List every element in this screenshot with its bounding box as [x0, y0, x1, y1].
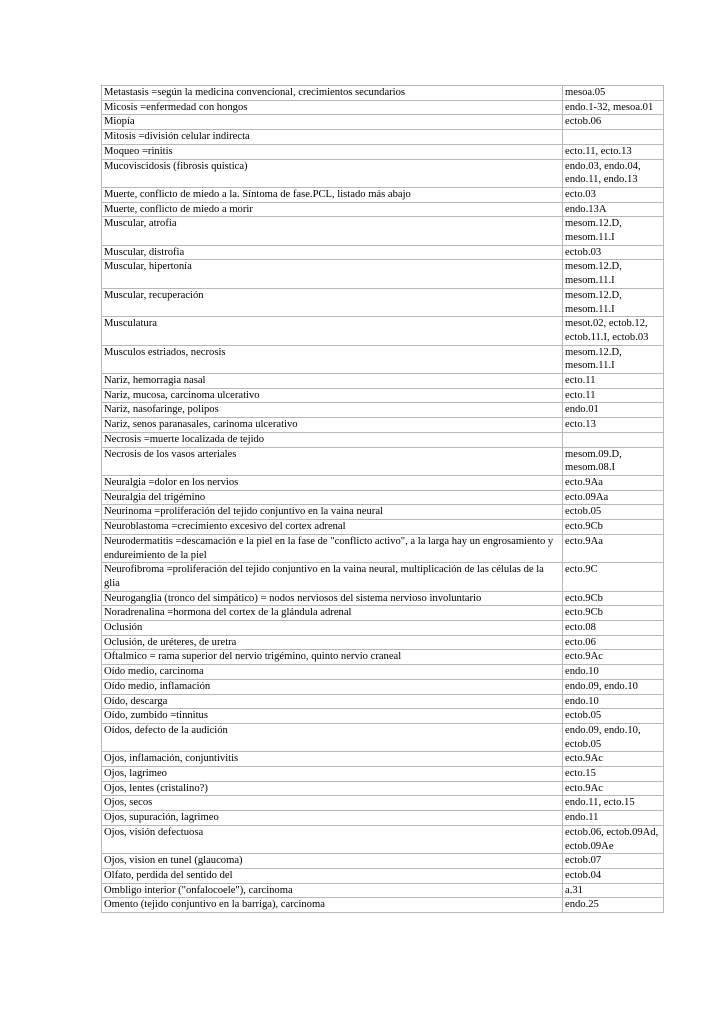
code-cell: endo.10 — [563, 694, 664, 709]
glossary-table — [101, 85, 664, 913]
code-cell: ectob.07 — [563, 854, 664, 869]
term-cell: Oído medio, carcinoma — [102, 665, 563, 680]
table-row — [102, 144, 664, 159]
term-cell: Oído medio, inflamación — [102, 679, 563, 694]
table-row — [102, 374, 664, 389]
term-cell: Muscular, hipertonía — [102, 260, 563, 288]
term-cell: Neuroblastoma =crecimiento excesivo del cortex adrenal — [102, 520, 563, 535]
code-cell: ecto.11 — [563, 374, 664, 389]
table-row — [102, 345, 664, 373]
table-row — [102, 723, 664, 751]
table-row — [102, 100, 664, 115]
term-cell: Ojos, inflamación, conjuntivitis — [102, 752, 563, 767]
table-row — [102, 86, 664, 101]
term-cell: Nariz, senos paranasales, carinoma ulcerativo — [102, 418, 563, 433]
code-cell: ecto.06 — [563, 635, 664, 650]
term-cell: Ojos, secos — [102, 796, 563, 811]
table-row — [102, 202, 664, 217]
code-cell: mesom.12.D, mesom.11.I — [563, 345, 664, 373]
code-cell — [563, 432, 664, 447]
code-cell: ecto.9Cb — [563, 606, 664, 621]
code-cell: endo.25 — [563, 898, 664, 913]
table-row — [102, 796, 664, 811]
term-cell: Ojos, lentes (cristalino?) — [102, 781, 563, 796]
code-cell: ectob.06 — [563, 115, 664, 130]
term-cell: Oftalmico = rama superior del nervio trigémino, quinto nervio craneal — [102, 650, 563, 665]
code-cell: endo.11 — [563, 811, 664, 826]
code-cell: endo.10 — [563, 665, 664, 680]
term-cell: Mitosis =división celular indirecta — [102, 130, 563, 145]
code-cell: ectob.05 — [563, 709, 664, 724]
term-cell: Mucoviscidosis (fibrosis quística) — [102, 159, 563, 187]
table-row — [102, 388, 664, 403]
term-cell: Necrosis de los vasos arteriales — [102, 447, 563, 475]
table-row — [102, 694, 664, 709]
table-row — [102, 288, 664, 316]
term-cell: Omento (tejido conjuntivo en la barriga), carcinoma — [102, 898, 563, 913]
term-cell: Muscular, distrofia — [102, 245, 563, 260]
code-cell: ecto.03 — [563, 187, 664, 202]
code-cell: mesom.12.D, mesom.11.I — [563, 288, 664, 316]
code-cell: endo.11, ecto.15 — [563, 796, 664, 811]
term-cell: Moqueo =rinitis — [102, 144, 563, 159]
term-cell: Muerte, conflicto de miedo a la. Síntoma de fase.PCL, listado más abajo — [102, 187, 563, 202]
term-cell: Neuroganglia (tronco del simpático) = nodos nerviosos del sistema nervioso involuntario — [102, 591, 563, 606]
term-cell: Neuralgia del trigémino — [102, 490, 563, 505]
term-cell: Oclusión — [102, 621, 563, 636]
table-row — [102, 159, 664, 187]
code-cell: ecto.15 — [563, 767, 664, 782]
term-cell: Neuralgia =dolor en los nervios — [102, 475, 563, 490]
table-row — [102, 709, 664, 724]
table-row — [102, 868, 664, 883]
table-row — [102, 260, 664, 288]
table-row — [102, 665, 664, 680]
code-cell: ecto.11, ecto.13 — [563, 144, 664, 159]
table-row — [102, 475, 664, 490]
term-cell: Oído, descarga — [102, 694, 563, 709]
code-cell: endo.09, endo.10, ectob.05 — [563, 723, 664, 751]
term-cell: Nariz, nasofaringe, polipos — [102, 403, 563, 418]
term-cell: Neurofibroma =proliferación del tejido conjuntivo en la vaina neural, multiplicación de las células de la glia — [102, 563, 563, 591]
code-cell: endo.03, endo.04, endo.11, endo.13 — [563, 159, 664, 187]
code-cell: ecto.9Cb — [563, 591, 664, 606]
code-cell: ecto.9Cb — [563, 520, 664, 535]
term-cell: Musculatura — [102, 317, 563, 345]
table-row — [102, 534, 664, 562]
code-cell: endo.09, endo.10 — [563, 679, 664, 694]
table-row — [102, 447, 664, 475]
table-row — [102, 650, 664, 665]
table-row — [102, 679, 664, 694]
table-row — [102, 591, 664, 606]
code-cell: ecto.9Ac — [563, 752, 664, 767]
code-cell: a.31 — [563, 883, 664, 898]
code-cell: ecto.9Aa — [563, 475, 664, 490]
term-cell: Muscular, recuperación — [102, 288, 563, 316]
code-cell: mesot.02, ectob.12, ectob.11.I, ectob.03 — [563, 317, 664, 345]
term-cell: Metastasis =según la medicina convencional, crecimientos secundarios — [102, 86, 563, 101]
code-cell: ecto.9Ac — [563, 650, 664, 665]
term-cell: Olfato, perdida del sentido del — [102, 868, 563, 883]
term-cell: Ombligo interior ("onfalocoele"), carcinoma — [102, 883, 563, 898]
table-row — [102, 130, 664, 145]
term-cell: Oído, zumbido =tinnitus — [102, 709, 563, 724]
code-cell: ectob.03 — [563, 245, 664, 260]
table-row — [102, 317, 664, 345]
term-cell: Miopía — [102, 115, 563, 130]
code-cell: ecto.9Aa — [563, 534, 664, 562]
term-cell: Neurodermatitis =descamación e la piel en la fase de "conflicto activo", a la larga hay un engrosamiento y endureimiento de la piel — [102, 534, 563, 562]
table-row — [102, 490, 664, 505]
term-cell: Ojos, supuración, lagrimeo — [102, 811, 563, 826]
term-cell: Muerte, conflicto de miedo a morir — [102, 202, 563, 217]
table-row — [102, 752, 664, 767]
term-cell: Muscular, atrofia — [102, 217, 563, 245]
code-cell: mesoa.05 — [563, 86, 664, 101]
table-row — [102, 245, 664, 260]
code-cell: endo.13A — [563, 202, 664, 217]
table-row — [102, 767, 664, 782]
code-cell: ecto.09Aa — [563, 490, 664, 505]
table-row — [102, 635, 664, 650]
code-cell: endo.01 — [563, 403, 664, 418]
term-cell: Musculos estriados, necrosis — [102, 345, 563, 373]
code-cell: ectob.05 — [563, 505, 664, 520]
term-cell: Oídos, defecto de la audición — [102, 723, 563, 751]
code-cell: ecto.9Ac — [563, 781, 664, 796]
table-row — [102, 403, 664, 418]
term-cell: Ojos, visión defectuosa — [102, 825, 563, 853]
term-cell: Micosis =enfermedad con hongos — [102, 100, 563, 115]
code-cell: ecto.11 — [563, 388, 664, 403]
table-row — [102, 115, 664, 130]
table-row — [102, 811, 664, 826]
term-cell: Nariz, mucosa, carcinoma ulcerativo — [102, 388, 563, 403]
term-cell: Nariz, hemorragia nasal — [102, 374, 563, 389]
code-cell: ecto.08 — [563, 621, 664, 636]
term-cell: Noradrenalina =hormona del cortex de la glándula adrenal — [102, 606, 563, 621]
table-row — [102, 854, 664, 869]
term-cell: Oclusión, de uréteres, de uretra — [102, 635, 563, 650]
term-cell: Ojos, lagrimeo — [102, 767, 563, 782]
code-cell: endo.1-32, mesoa.01 — [563, 100, 664, 115]
table-row — [102, 505, 664, 520]
table-row — [102, 883, 664, 898]
code-cell: ecto.9C — [563, 563, 664, 591]
term-cell: Necrosis =muerte localizada de tejido — [102, 432, 563, 447]
table-row — [102, 898, 664, 913]
code-cell: mesom.12.D, mesom.11.I — [563, 217, 664, 245]
code-cell: mesom.12.D, mesom.11.I — [563, 260, 664, 288]
code-cell: ectob.04 — [563, 868, 664, 883]
code-cell: ectob.06, ectob.09Ad, ectob.09Ae — [563, 825, 664, 853]
table-row — [102, 217, 664, 245]
table-row — [102, 520, 664, 535]
table-row — [102, 781, 664, 796]
glossary-rows — [102, 86, 664, 913]
code-cell — [563, 130, 664, 145]
term-cell: Neurinoma =proliferación del tejido conjuntivo en la vaina neural — [102, 505, 563, 520]
table-row — [102, 825, 664, 853]
table-row — [102, 187, 664, 202]
code-cell: ecto.13 — [563, 418, 664, 433]
table-row — [102, 621, 664, 636]
table-row — [102, 418, 664, 433]
term-cell: Ojos, vision en tunel (glaucoma) — [102, 854, 563, 869]
code-cell: mesom.09.D, mesom.08.I — [563, 447, 664, 475]
table-row — [102, 606, 664, 621]
table-row — [102, 563, 664, 591]
table-row — [102, 432, 664, 447]
